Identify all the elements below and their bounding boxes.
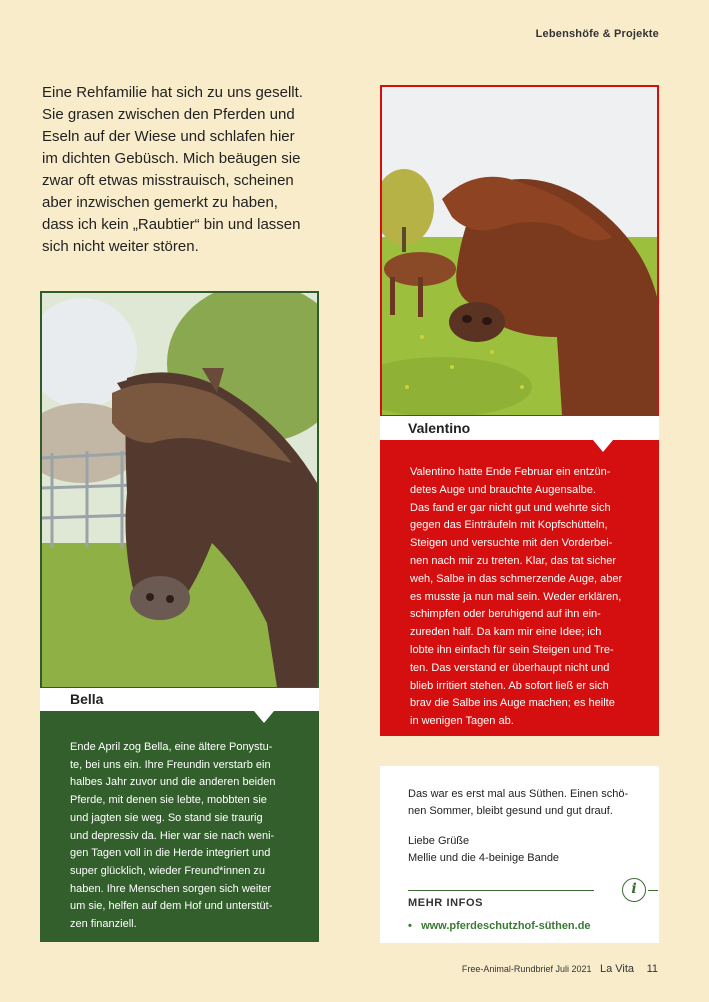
intro-line: Eine Rehfamilie hat sich zu uns gesellt. (42, 84, 303, 101)
story-line: brav die Salbe ins Auge machen; es heilte (410, 697, 615, 710)
story-line: blieb irritiert stehen. Ab sofort ließ er sich (410, 679, 609, 692)
story-line: zen finanziell. (70, 918, 137, 931)
valentino-story (380, 440, 659, 736)
more-info-label: MEHR INFOS (408, 897, 484, 909)
story-line: super glücklich, wieder Freund*innen zu (70, 864, 266, 877)
closing-box (380, 766, 659, 943)
closing-line: nen Sommer, bleibt gesund und gut drauf. (408, 805, 613, 817)
story-line: und depressiv da. Hier war sie nach weni- (70, 829, 275, 842)
intro-text (42, 82, 342, 258)
story-line: Steigen und versuchte mit den Vorderbei- (410, 537, 613, 550)
newsletter-name: Free-Animal-Rundbrief Juli 2021 (461, 964, 592, 974)
valentino-name: Valentino (408, 420, 471, 436)
story-line: Valentino hatte Ende Februar ein entzün- (410, 466, 611, 478)
valentino-caption (380, 416, 659, 440)
story-line: haben. Ihre Menschen sorgen sich weiter (70, 882, 272, 895)
greeting: Liebe Grüße (408, 835, 470, 847)
signature: Mellie und die 4-beinige Bande (408, 852, 560, 864)
magazine-name: La Vita (600, 963, 635, 975)
intro-line: zwar oft etwas misstrauisch, scheinen (42, 172, 294, 189)
valentino-photo-illustration (382, 87, 657, 415)
story-line: lobte ihn einfach für sein Steigen und Tre- (410, 643, 614, 656)
story-line: um sie, helfen auf dem Hof und unterstüt- (70, 900, 273, 913)
intro-line: aber inzwischen gemerkt zu haben, (42, 194, 278, 211)
story-line: gen Tagen voll in die Herde integriert und (70, 847, 271, 860)
bella-name: Bella (70, 691, 104, 707)
closing-message (408, 786, 635, 820)
section-label: Lebenshöfe & Projekte (535, 28, 659, 40)
bella-caption (40, 688, 319, 711)
story-line: ten. Das verstand er überhaupt nicht und (410, 661, 610, 674)
page-number: 11 (646, 963, 658, 975)
divider-line (648, 890, 658, 891)
story-line: es musste ja nun mal sein. Weder erklären, (410, 590, 622, 603)
website-link[interactable]: www.pferdeschutzhof-süthen.de (421, 920, 591, 932)
intro-line: Sie grasen zwischen den Pferden und (42, 106, 295, 123)
info-icon: i (622, 878, 646, 902)
divider-line (408, 890, 594, 891)
story-line: detes Auge und brauchte Augensalbe. (410, 483, 596, 496)
story-line: zureden half. Da kam mir eine Idee; ich (410, 626, 602, 639)
signature-block (408, 833, 635, 867)
bella-photo-illustration (42, 293, 317, 687)
story-line: Das fand er gar nicht gut und wehrte sich (410, 501, 611, 514)
intro-line: dass ich kein „Raubtier“ bin und lassen (42, 216, 301, 233)
bella-photo (40, 291, 319, 689)
bullet: • (408, 920, 412, 932)
bella-story (40, 711, 319, 942)
intro-line: Eseln auf der Wiese und schlafen hier (42, 128, 295, 145)
intro-line: im dichten Gebüsch. Mich beäugen sie (42, 150, 301, 167)
story-line: te, bei uns ein. Ihre Freundin verstarb ein (70, 758, 271, 771)
story-line: nen nach mir zu treten. Klar, das tat sicher (410, 554, 617, 567)
caption-notch (593, 440, 613, 452)
intro-line: sich nicht weiter stören. (42, 238, 199, 255)
caption-notch (254, 711, 274, 723)
story-line: halbes Jahr zuvor und die anderen beiden (70, 776, 276, 789)
closing-line: Das war es erst mal aus Süthen. Einen schö- (408, 788, 629, 800)
story-line: schimpfen oder beruhigend auf ihn ein- (410, 608, 601, 621)
page-footer (462, 963, 658, 975)
valentino-photo (380, 85, 659, 417)
story-line: weh, Salbe in das schmerzende Auge, aber (410, 572, 623, 585)
more-info-header (408, 876, 637, 909)
story-line: in wenigen Tagen ab. (410, 715, 514, 728)
story-line: und jagten sie weg. So stand sie traurig (70, 811, 263, 824)
story-line: Pferde, mit denen sie lebte, mobbten sie (70, 794, 267, 807)
website-link-row[interactable] (408, 918, 635, 935)
story-line: gegen das Einträufeln mit Kopfschütteln, (410, 519, 608, 532)
story-line: Ende April zog Bella, eine ältere Ponystu- (70, 741, 273, 753)
